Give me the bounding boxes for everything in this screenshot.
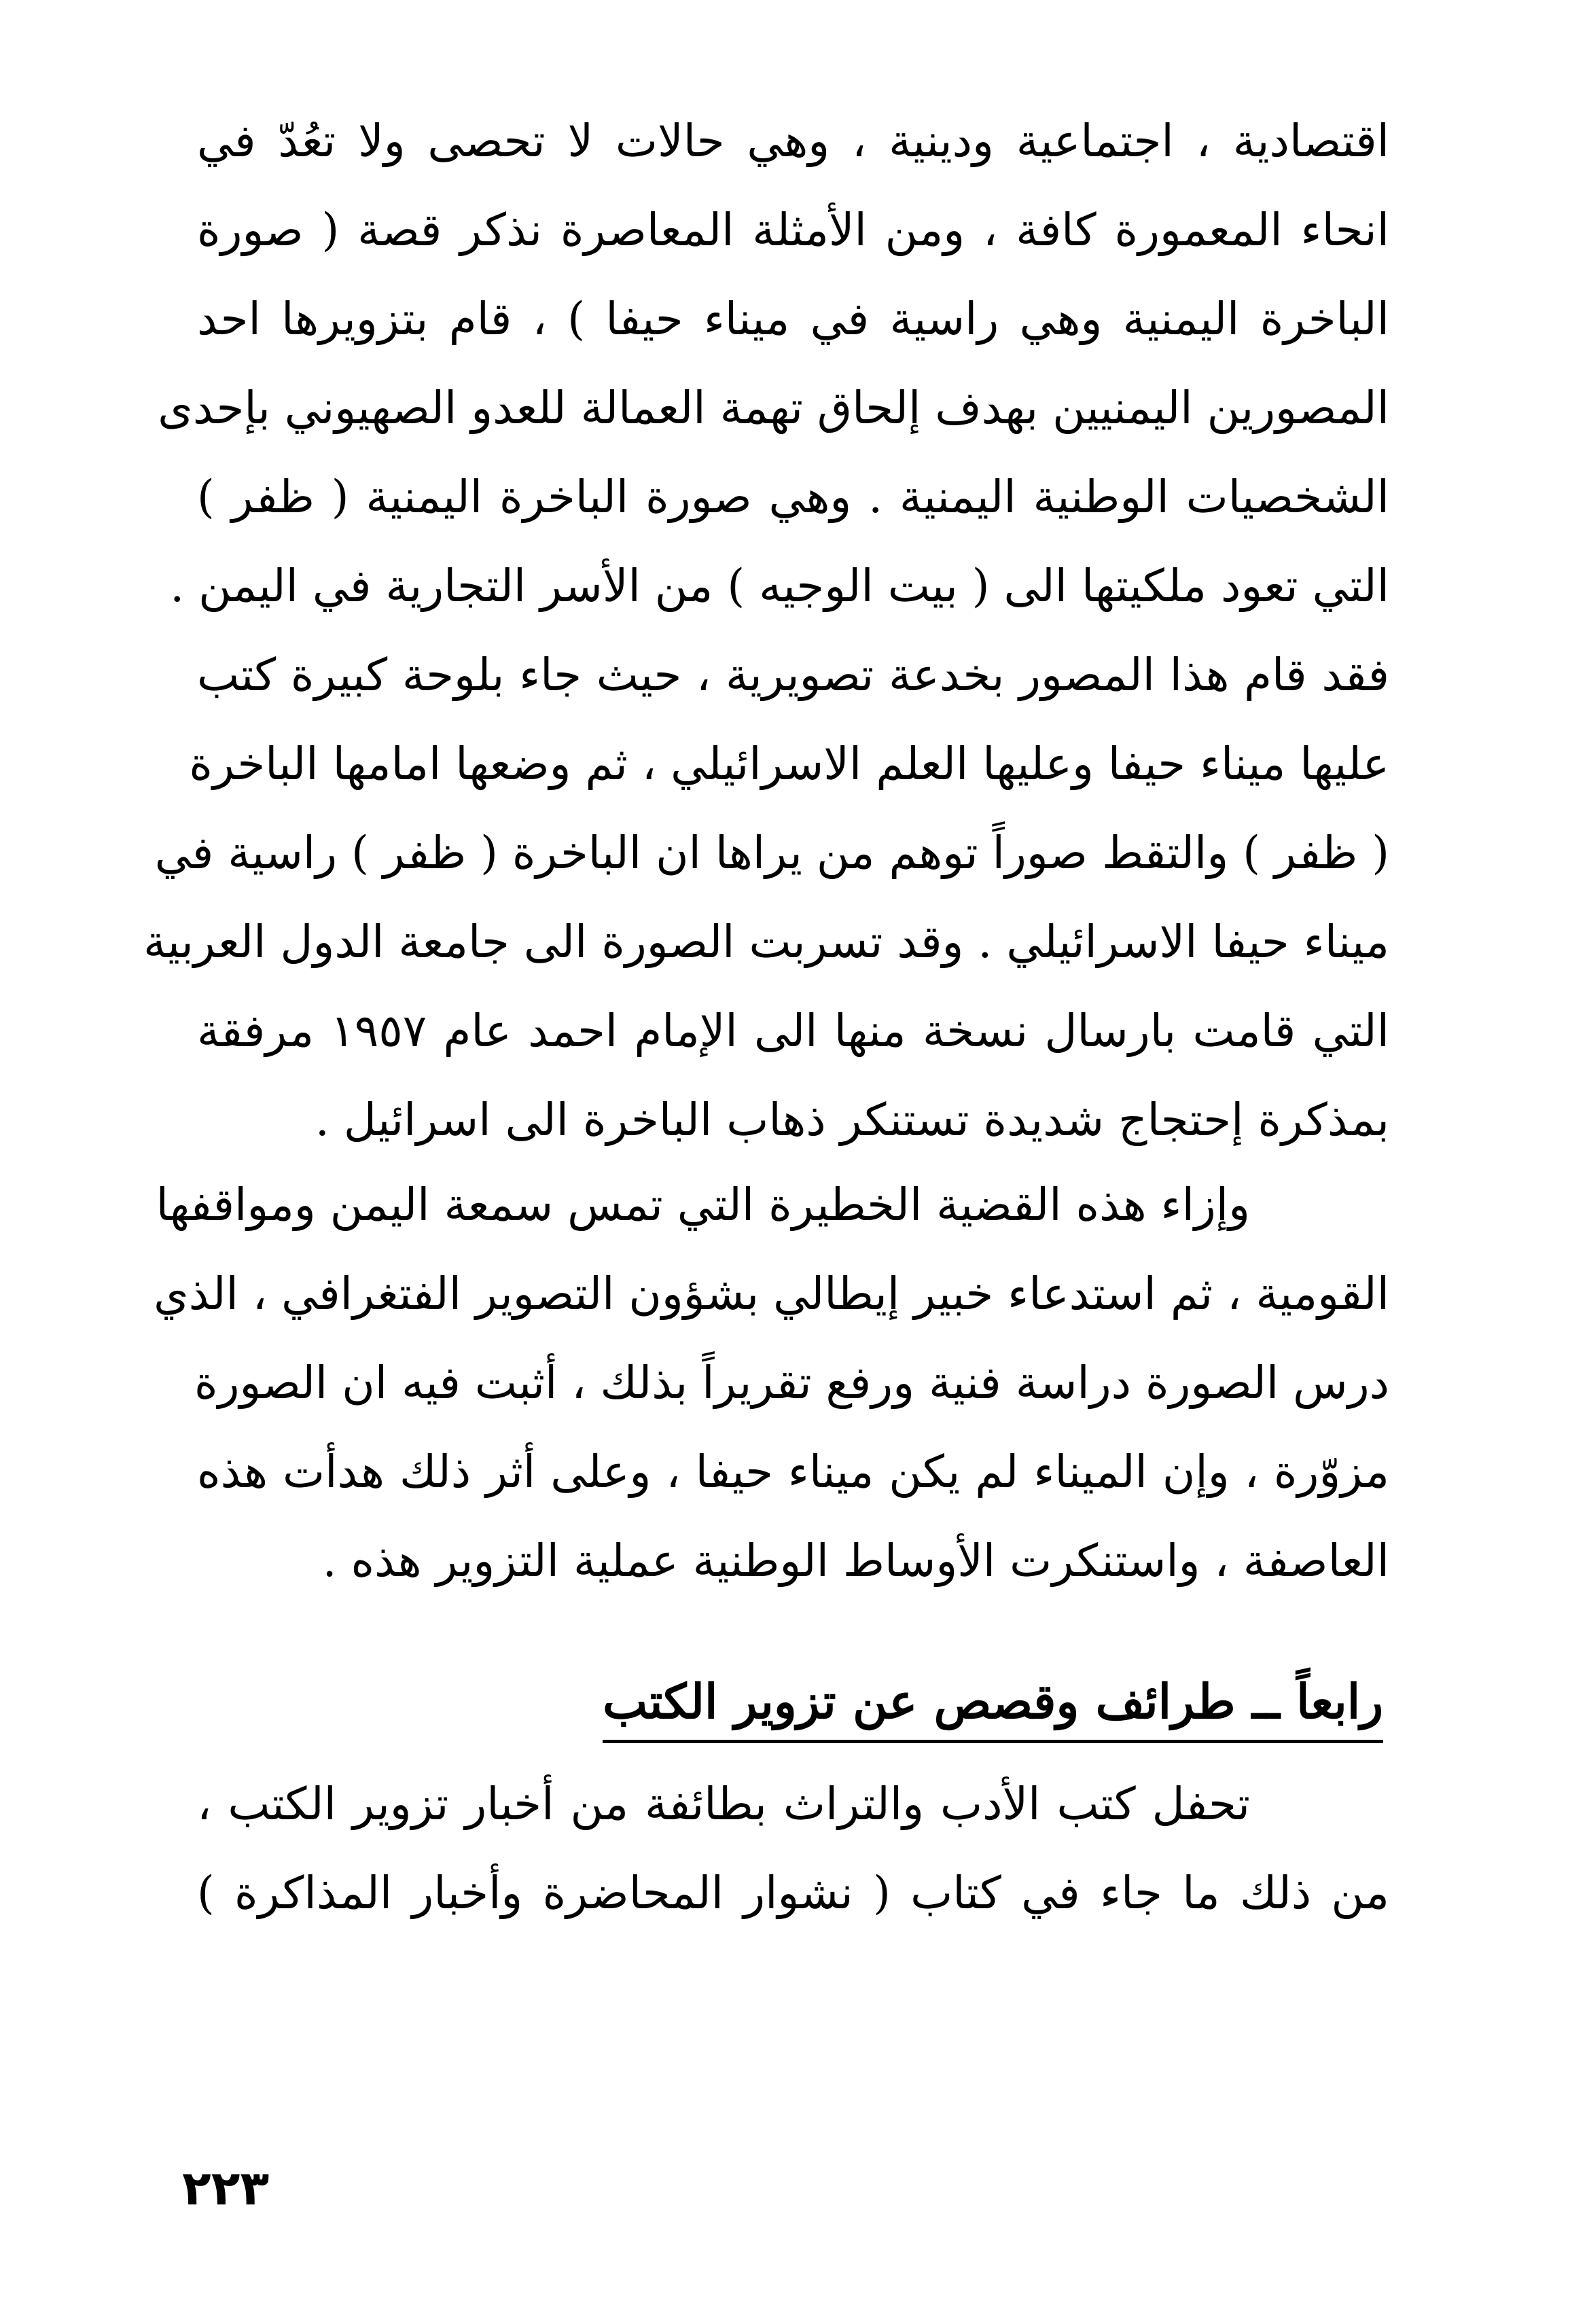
section-heading: رابعاً ــ طرائف وقصص عن تزوير الكتب bbox=[603, 1668, 1383, 1743]
text-line: الشخصيات الوطنية اليمنية . وهي صورة الباخرة اليمنية ( ظفر ) bbox=[197, 471, 1389, 523]
text-line: درس الصورة دراسة فنية ورفع تقريراً بذلك ، أثبت فيه ان الصورة bbox=[194, 1357, 1389, 1409]
paragraph-3 bbox=[197, 1759, 1389, 1937]
text-line: ( ظفر ) والتقط صوراً توهم من يراها ان الباخرة ( ظفر ) راسية في bbox=[154, 827, 1389, 879]
text-line: العاصفة ، واستنكرت الأوساط الوطنية عملية التزوير هذه . bbox=[322, 1535, 1389, 1587]
text-line: التي تعود ملكيتها الى ( بيت الوجيه ) من الأسر التجارية في اليمن . bbox=[170, 560, 1389, 612]
text-line: ميناء حيفا الاسرائيلي . وقد تسربت الصورة الى جامعة الدول العربية bbox=[143, 916, 1389, 968]
text-line: فقد قام هذا المصور بخدعة تصويرية ، حيث جاء بلوحة كبيرة كتب bbox=[197, 649, 1389, 701]
text-line: انحاء المعمورة كافة ، ومن الأمثلة المعاصرة نذكر قصة ( صورة bbox=[197, 204, 1389, 256]
paragraph-2 bbox=[154, 1160, 1389, 1605]
page-number: ٢٢٣ bbox=[182, 2160, 270, 2216]
text-line: التي قامت بارسال نسخة منها الى الإمام احمد عام ١٩٥٧ مرفقة bbox=[197, 1005, 1389, 1057]
text-line: القومية ، ثم استدعاء خبير إيطالي بشؤون التصوير الفتغرافي ، الذي bbox=[154, 1268, 1389, 1320]
text-line: من ذلك ما جاء في كتاب ( نشوار المحاضرة وأخبار المذاكرة ) bbox=[197, 1867, 1389, 1919]
text-line: الباخرة اليمنية وهي راسية في ميناء حيفا ) ، قام بتزويرها احد bbox=[197, 293, 1389, 345]
text-line: المصورين اليمنيين بهدف إلحاق تهمة العمالة للعدو الصهيوني بإحدى bbox=[158, 382, 1389, 434]
text-line: بمذكرة إحتجاج شديدة تستنكر ذهاب الباخرة الى اسرائيل . bbox=[315, 1094, 1389, 1146]
text-line: مزوّرة ، وإن الميناء لم يكن ميناء حيفا ، وعلى أثر ذلك هدأت هذه bbox=[197, 1446, 1389, 1498]
text-line: تحفل كتب الأدب والتراث بطائفة من أخبار تزوير الكتب ، bbox=[197, 1778, 1250, 1830]
text-line: عليها ميناء حيفا وعليها العلم الاسرائيلي ، ثم وضعها امامها الباخرة bbox=[189, 738, 1389, 790]
text-line: وإزاء هذه القضية الخطيرة التي تمس سمعة اليمن ومواقفها bbox=[156, 1179, 1250, 1231]
text-line: اقتصادية ، اجتماعية ودينية ، وهي حالات لا تحصى ولا تعُدّ في bbox=[197, 115, 1389, 167]
paragraph-1 bbox=[143, 96, 1389, 1164]
